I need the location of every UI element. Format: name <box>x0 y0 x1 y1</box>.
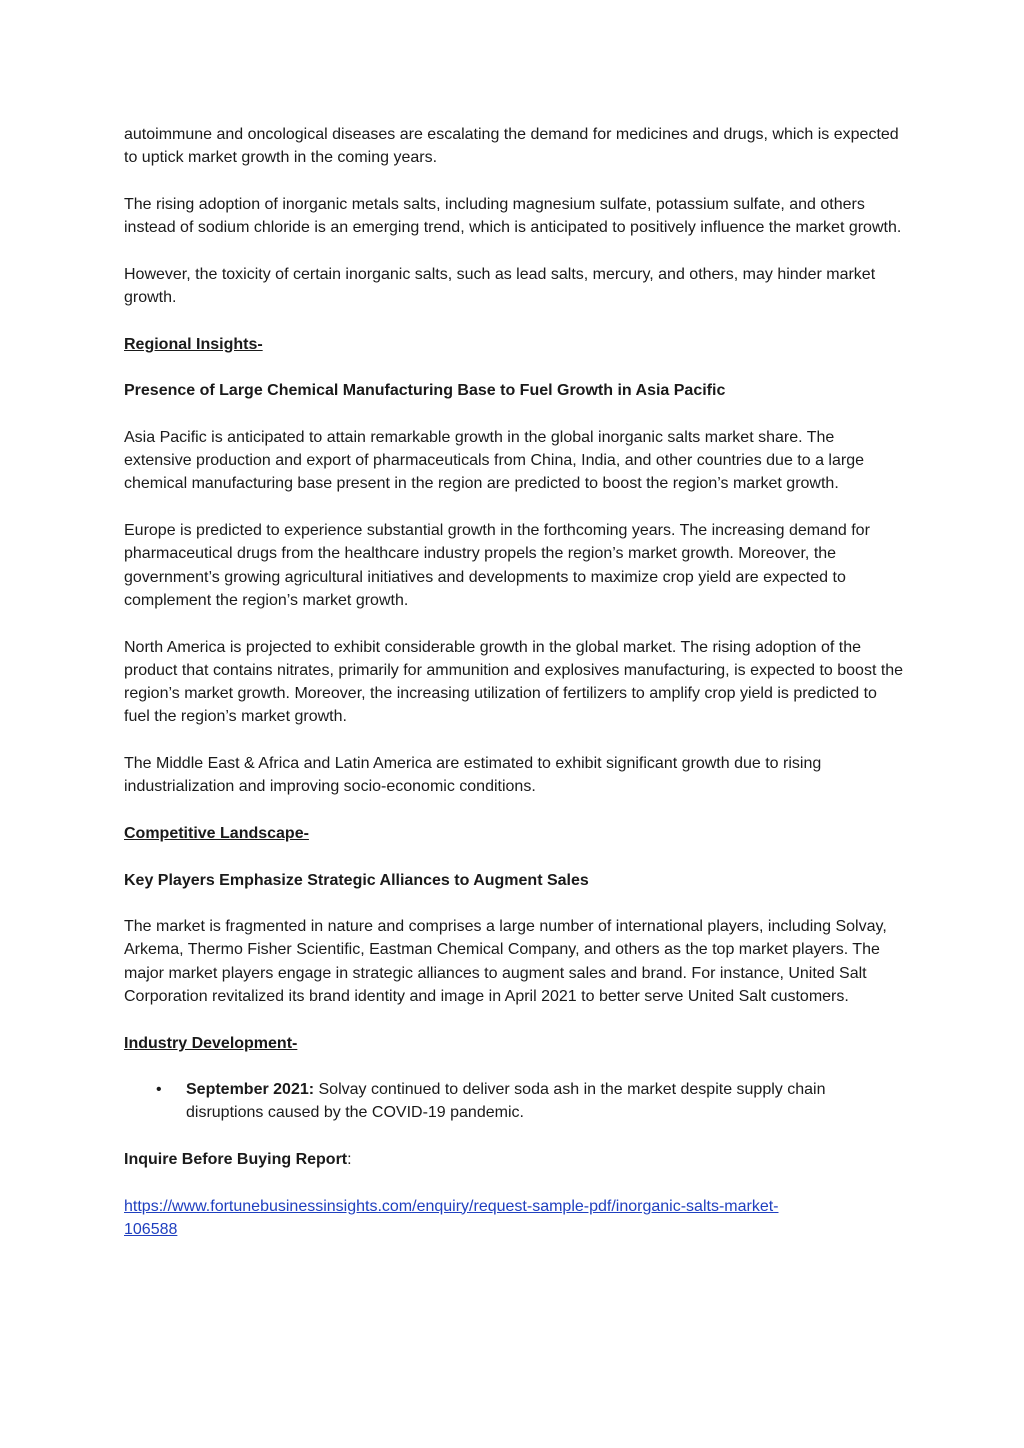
paragraph-mea-latam: The Middle East & Africa and Latin America are estimated to exhibit significant growth due to rising industrialization and improving socio-economic conditions. <box>124 755 822 796</box>
competitive-landscape-subheading: Key Players Emphasize Strategic Alliances to Augment Sales <box>124 871 589 889</box>
inquire-line <box>124 1148 904 1171</box>
development-date: September 2021: <box>186 1081 315 1099</box>
paragraph-north-america: North America is projected to exhibit considerable growth in the global market. The rising adoption of the product that contains nitrates, primarily for ammunition and explosives manufacturing, is expected to boost the region’s market growth. Moreover, the increasing utilization of fertilizers to amplify crop yield is predicted to fuel the region’s market growth. <box>124 638 904 726</box>
inquire-link-line1: https://www.fortunebusinessinsights.com/enquiry/request-sample-pdf/inorganic-salts-market- <box>124 1197 779 1215</box>
industry-development-heading: Industry Development- <box>124 1034 298 1052</box>
document-page <box>124 123 904 1265</box>
inquire-suffix: : <box>347 1151 352 1169</box>
regional-insights-heading: Regional Insights- <box>124 335 263 353</box>
inquire-link-block <box>124 1195 904 1242</box>
paragraph-inorganic-metal-salts-trend: The rising adoption of inorganic metals salts, including magnesium sulfate, potassium sulfate, and others instead of sodium chloride is an emerging trend, which is anticipated to positively influence the market growth. <box>124 195 902 237</box>
inquire-link-line2: 106588 <box>124 1220 178 1238</box>
paragraph-competitive-landscape: The market is fragmented in nature and comprises a large number of international players, including Solvay, Arkema, Thermo Fisher Scientific, Eastman Chemical Company, and others as the top market players. The major market players engage in strategic alliances to augment sales and brand. For instance, United Salt Corporation revitalized its brand identity and image in April 2021 to better serve United Salt customers. <box>124 918 887 1005</box>
paragraph-intro-continuation: autoimmune and oncological diseases are escalating the demand for medicines and drugs, which is expected to uptick market growth in the coming years. <box>124 126 899 167</box>
list-item <box>186 1078 904 1125</box>
inquire-label: Inquire Before Buying Report <box>124 1151 348 1169</box>
development-text: Solvay continued to deliver soda ash in the market despite supply chain disruptions caused by the COVID-19 pandemic. <box>186 1081 826 1122</box>
inquire-link[interactable] <box>124 1198 779 1238</box>
paragraph-europe: Europe is predicted to experience substantial growth in the forthcoming years. The increasing demand for pharmaceutical drugs from the healthcare industry propels the region’s market growth. Moreover, the government’s growing agricultural initiatives and developments to maximize crop yield are expected to complement the region’s market growth. <box>124 522 870 609</box>
competitive-landscape-heading: Competitive Landscape- <box>124 824 309 842</box>
regional-insights-subheading: Presence of Large Chemical Manufacturing Base to Fuel Growth in Asia Pacific <box>124 382 726 400</box>
paragraph-toxicity-restraint: However, the toxicity of certain inorganic salts, such as lead salts, mercury, and others, may hinder market growth. <box>124 265 876 307</box>
paragraph-asia-pacific: Asia Pacific is anticipated to attain remarkable growth in the global inorganic salts market share. The extensive production and export of pharmaceuticals from China, India, and other countries due to a large chemical manufacturing base present in the region are predicted to boost the region’s market growth. <box>124 428 864 493</box>
industry-development-list <box>124 1078 904 1125</box>
